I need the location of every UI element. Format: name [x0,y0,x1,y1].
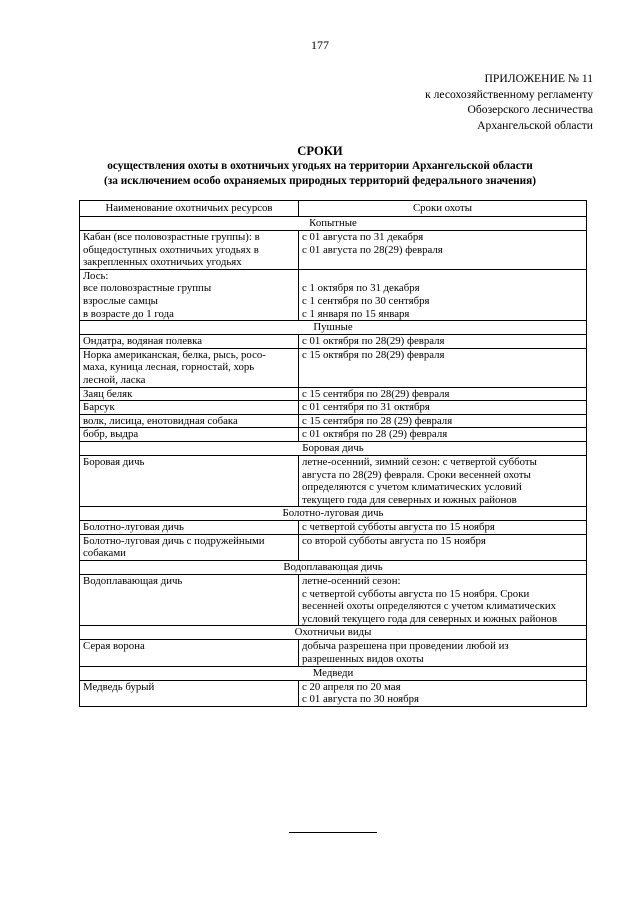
resource-cell [80,521,299,535]
season-cell [299,269,587,320]
table-row [80,640,587,666]
resource-line: закрепленных охотничьих угодьях [83,256,242,269]
column-header-resource: Наименование охотничьих ресурсов [80,201,299,217]
table-row [80,335,587,349]
resource-line: Болотно-луговая дичь [83,521,184,534]
resource-line: все половозрастные группы [83,282,212,295]
table-row [80,521,587,535]
season-line [302,270,583,283]
season-cell [299,680,587,706]
group-title: Пушные [80,321,587,335]
appendix-line: Обозерского лесничества [467,103,593,116]
table-row [80,414,587,428]
resource-cell [80,348,299,387]
appendix-line: к лесохозяйственному регламенту [425,87,593,101]
table-body [80,217,587,707]
resource-line: Барсук [83,401,115,414]
table-row [80,428,587,442]
season-cell [299,335,587,349]
column-header-season: Сроки охоты [299,201,587,217]
resource-line: Ондатра, водяная полевка [83,335,203,348]
season-line: с 01 октября по 28(29) февраля [302,335,445,348]
document-title [40,144,600,188]
resource-line: Лось: [83,269,109,282]
resource-cell [80,401,299,415]
season-cell [299,401,587,415]
table-row [80,387,587,401]
season-cell [299,414,587,428]
resource-cell [80,640,299,666]
season-cell [299,348,587,387]
resource-line: Заяц беляк [83,387,133,400]
resource-line: маха, куница лесная, горностай, хорь [83,361,255,374]
appendix-heading [425,71,593,133]
season-line: со второй субботы августа по 15 ноября [302,534,486,547]
resource-cell [80,231,299,270]
season-line: разрешенных видов охоты [302,653,424,666]
resource-line: волк, лисица, енотовидная собака [83,414,238,427]
resource-line: бобр, выдра [83,428,139,441]
season-line: условий текущего года для северных и южных районов [302,612,558,625]
resource-line: Серая ворона [83,640,145,653]
season-line: с четвертой субботы августа по 15 ноября [302,521,495,534]
footer-divider [289,832,377,833]
season-line: с 01 августа по 31 декабря [302,231,424,243]
group-title: Копытные [80,217,587,231]
table-row [80,455,587,506]
season-line: добыча разрешена при проведении любой из [302,640,509,653]
page-number: 177 [311,38,329,52]
group-title: Водоплавающая дичь [80,561,587,575]
season-line: летне-осенний, зимний сезон: с четвертой субботы [302,455,537,468]
season-cell [299,455,587,506]
resource-cell [80,269,299,320]
group-title: Охотничьи виды [80,626,587,640]
season-line: с 1 января по 15 января [302,307,410,320]
resource-cell [80,414,299,428]
season-cell [299,575,587,626]
resource-cell [80,680,299,706]
appendix-line: ПРИЛОЖЕНИЕ № 11 [484,72,593,85]
season-line: летне-осенний сезон: [302,575,401,588]
season-line: весенней охоты определяются с учетом климатических [302,600,557,613]
table-row [80,401,587,415]
resource-line: взрослые самцы [83,294,158,307]
table-header-row [80,201,587,217]
resource-cell [80,335,299,349]
resource-cell [80,534,299,560]
group-row [80,666,587,680]
season-line: с 01 августа по 30 ноября [302,693,420,706]
season-cell [299,521,587,535]
resource-line: лесной, ласка [83,373,146,386]
season-line: с четвертой субботы августа по 15 ноября. Сроки [302,587,530,600]
resource-line: Медведь бурый [83,680,155,693]
season-line: с 1 сентября по 30 сентября [302,294,430,307]
season-line: августа по 28(29) февраля. Сроки весенней охоты [302,468,531,481]
resource-cell [80,428,299,442]
season-line: с 01 августа по 28(29) февраля [302,243,443,256]
resource-line: Боровая дичь [83,455,145,468]
table-row [80,575,587,626]
season-cell [299,640,587,666]
resource-cell [80,575,299,626]
table-row [80,269,587,320]
season-cell [299,387,587,401]
season-line: с 20 апреля по 20 мая [302,680,401,693]
season-line: с 15 октября по 28(29) февраля [302,348,445,361]
group-row [80,507,587,521]
resource-line: Болотно-луговая дичь с подружейными [83,534,265,547]
season-line: с 01 октября по 28 (29) февраля [302,428,448,441]
group-title: Боровая дичь [80,441,587,455]
table-row [80,231,587,270]
resource-line: Норка американская, белка, рысь, росо- [83,348,266,361]
season-line: с 01 сентября по 31 октября [302,401,430,414]
group-row [80,441,587,455]
group-row [80,561,587,575]
season-cell [299,428,587,442]
group-title: Болотно-луговая дичь [80,507,587,521]
resource-line: собаками [83,547,126,560]
title-subtitle-line: осуществления охоты в охотничьих угодьях на территории Архангельской области [107,160,533,172]
appendix-line: Архангельской области [477,118,593,132]
resource-line: Водоплавающая дичь [83,575,183,588]
season-cell [299,534,587,560]
season-line: с 1 октября по 31 декабря [302,282,420,295]
title-main: СРОКИ [297,144,343,158]
hunting-seasons-table [79,200,587,707]
season-line: с 15 сентября по 28 (29) февраля [302,414,453,427]
table-row [80,534,587,560]
group-row [80,321,587,335]
resource-cell [80,455,299,506]
group-row [80,217,587,231]
table-row [80,348,587,387]
season-line: определяются с учетом климатических условий [302,481,522,494]
season-cell [299,231,587,270]
group-row [80,626,587,640]
resource-line: общедоступных охотничьих угодьях в [83,243,259,256]
resource-line: в возрасте до 1 года [83,307,174,320]
group-title: Медведи [80,666,587,680]
season-line: с 15 сентября по 28(29) февраля [302,387,450,400]
table-row [80,680,587,706]
resource-cell [80,387,299,401]
title-subtitle-line: (за исключением особо охраняемых природных территорий федерального значения) [103,174,537,187]
resource-line: Кабан (все половозрастные группы): в [83,231,260,243]
season-line: текущего года для северных и южных районов [302,493,517,506]
